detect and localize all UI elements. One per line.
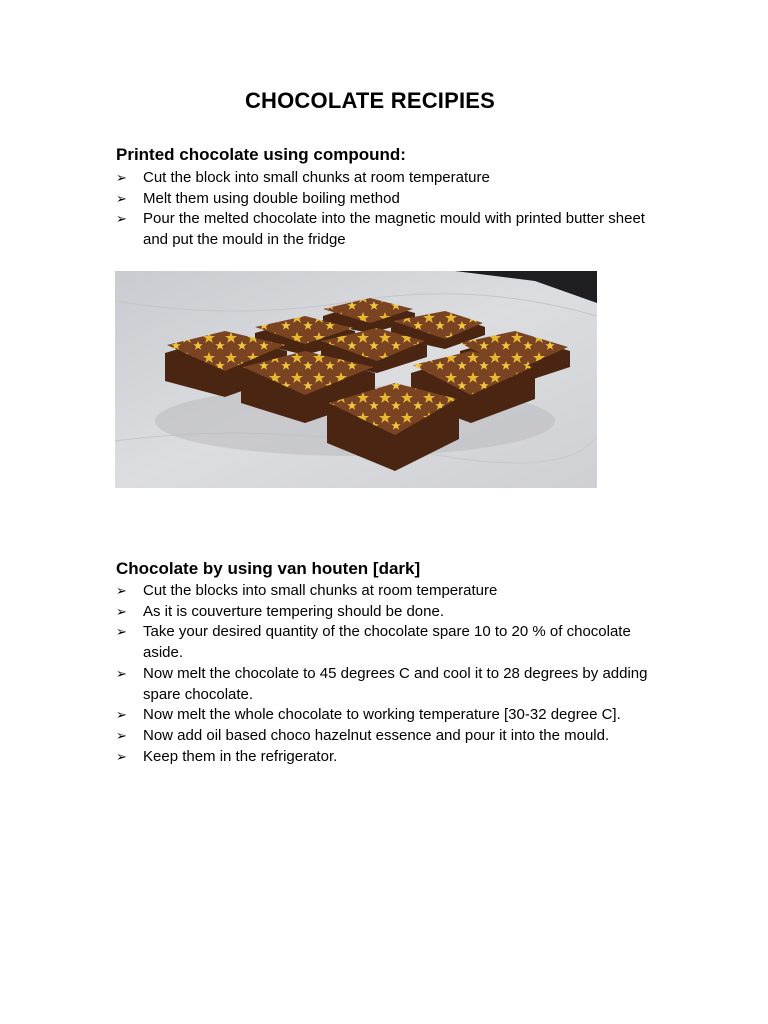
list-item: ➢ Now melt the chocolate to 45 degrees C and cool it to 28 degrees by adding spare chocolate. bbox=[116, 664, 648, 703]
arrow-bullet-icon: ➢ bbox=[116, 624, 127, 640]
arrow-bullet-icon: ➢ bbox=[116, 727, 127, 743]
arrow-bullet-icon: ➢ bbox=[116, 583, 127, 598]
list-item: ➢ Take your desired quantity of the chocolate spare 10 to 20 % of chocolate aside. bbox=[116, 623, 631, 662]
list-item: ➢ Cut the blocks into small chunks at room temperature bbox=[116, 581, 656, 602]
list-item: ➢ Cut the block into small chunks at room temperature bbox=[116, 168, 656, 189]
arrow-bullet-icon: ➢ bbox=[116, 211, 127, 227]
section-heading-printed-chocolate: Printed chocolate using compound: bbox=[116, 145, 406, 164]
arrow-bullet-icon: ➢ bbox=[116, 665, 127, 681]
arrow-bullet-icon: ➢ bbox=[116, 707, 127, 723]
list-item: ➢ Keep them in the refrigerator. bbox=[116, 747, 656, 768]
section-heading-van-houten: Chocolate by using van houten [dark] bbox=[116, 559, 421, 578]
arrow-bullet-icon: ➢ bbox=[116, 170, 127, 185]
list-item: ➢ Pour the melted chocolate into the magnetic mould with printed butter sheet and put the mould in the fridge bbox=[116, 210, 645, 249]
list-item: ➢ As it is couverture tempering should be done. bbox=[116, 602, 656, 623]
list-item: ➢ Now add oil based choco hazelnut essence and pour it into the mould. bbox=[116, 726, 656, 747]
list-item: ➢ Now melt the whole chocolate to working temperature [30-32 degree C]. bbox=[116, 705, 656, 726]
printed-chocolates-photo bbox=[115, 271, 597, 488]
arrow-bullet-icon: ➢ bbox=[116, 190, 127, 206]
list-item: ➢ Melt them using double boiling method bbox=[116, 189, 656, 210]
page-title: CHOCOLATE RECIPIES bbox=[244, 88, 496, 113]
printed-chocolate-steps bbox=[116, 168, 656, 251]
arrow-bullet-icon: ➢ bbox=[116, 748, 127, 764]
arrow-bullet-icon: ➢ bbox=[116, 603, 127, 619]
van-houten-steps bbox=[116, 581, 656, 767]
